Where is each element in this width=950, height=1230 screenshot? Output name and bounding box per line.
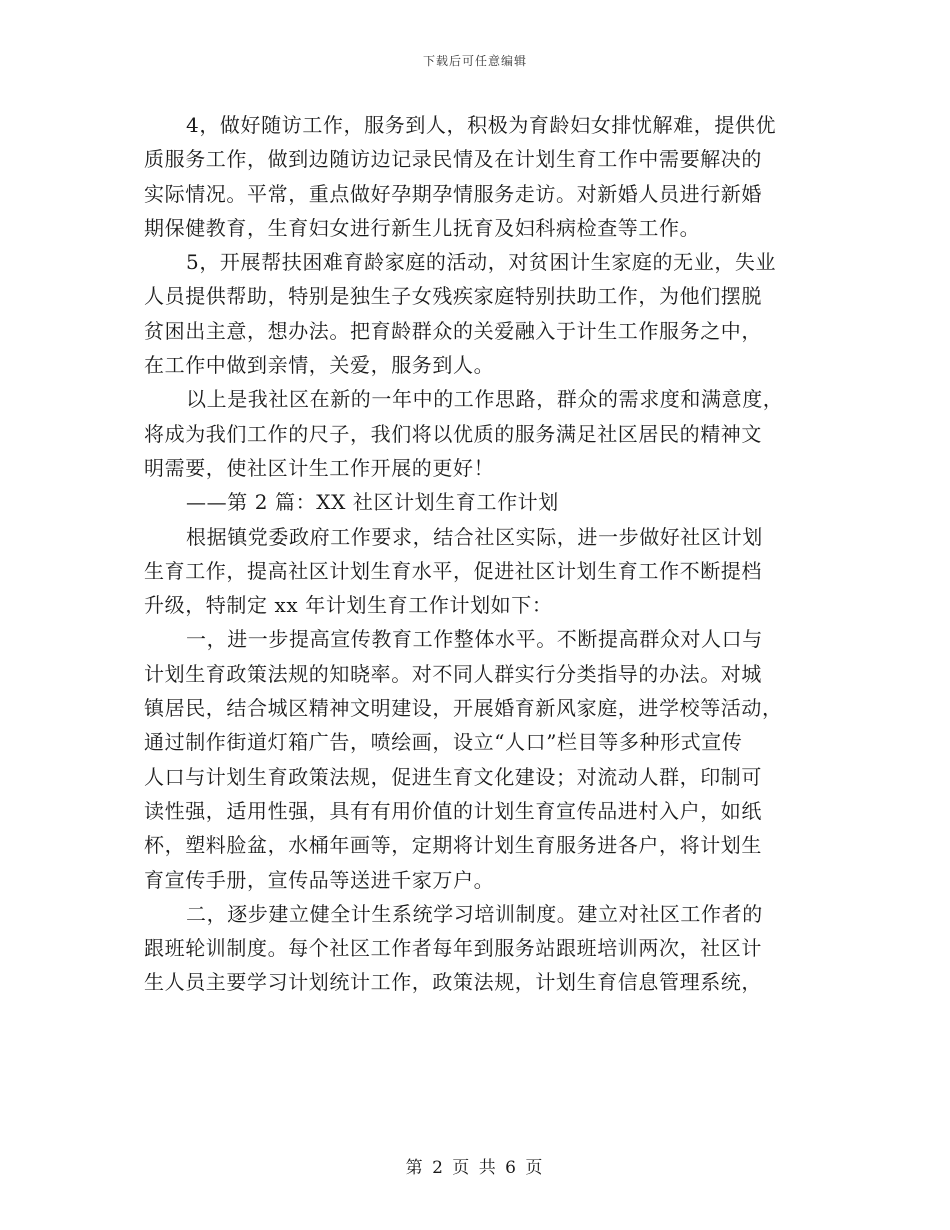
paragraph-line: 实际情况。平常，重点做好孕期孕情服务走访。对新婚人员进行新婚 (144, 181, 762, 206)
paragraph-line: 4，做好随访工作，服务到人，积极为育龄妇女排忧解难，提供优 (186, 113, 777, 137)
paragraph-line: 二，逐步建立健全计生系统学习培训制度。建立对社区工作者的 (186, 901, 763, 926)
paragraph-line: 质服务工作，做到边随访边记录民情及在计划生育工作中需要解决的 (144, 147, 762, 172)
paragraph-line: 计划生育政策法规的知晓率。对不同人群实行分类指导的办法。对城 (144, 661, 762, 686)
paragraph-line: 在工作中做到亲情，关爱，服务到人。 (144, 353, 495, 378)
page-number: 第 2 页 共 6 页 (405, 1158, 545, 1178)
paragraph-line: 生人员主要学习计划统计工作，政策法规，计划生育信息管理系统， (144, 970, 762, 995)
paragraph-line: 期保健教育，生育妇女进行新生儿抚育及妇科病检查等工作。 (144, 215, 701, 240)
document-body (144, 108, 808, 1000)
paragraph-line: 生育工作，提高社区计划生育水平，促进社区计划生育工作不断提档 (144, 558, 762, 583)
paragraph-line: 贫困出主意，想办法。把育龄群众的关爱融入于计生工作服务之中， (144, 318, 762, 343)
paragraph-line: 以上是我社区在新的一年中的工作思路，群众的需求度和满意度， (186, 387, 784, 412)
page-header: 下载后可任意编辑 (422, 54, 527, 68)
paragraph-line: 5，开展帮扶困难育龄家庭的活动，对贫困计生家庭的无业，失业 (186, 250, 777, 275)
paragraph-line: 人员提供帮助，特别是独生子女残疾家庭特别扶助工作，为他们摆脱 (144, 284, 762, 309)
paragraph-line: 通过制作街道灯箱广告，喷绘画，设立“人口”栏目等多种形式宣传 (144, 730, 743, 755)
paragraph-line: 一，进一步提高宣传教育工作整体水平。不断提高群众对人口与 (186, 627, 763, 652)
section-heading: ——第 2 篇：XX 社区计划生育工作计划 (186, 490, 559, 515)
paragraph-line: 升级，特制定 xx 年计划生育工作计划如下： (144, 593, 553, 618)
paragraph-line: 镇居民，结合城区精神文明建设，开展婚育新风家庭，进学校等活动， (144, 696, 783, 721)
paragraph-line: 育宣传手册，宣传品等送进千家万户。 (144, 867, 495, 892)
paragraph-line: 杯，塑料脸盆，水桶年画等，定期将计划生育服务进各户，将计划生 (144, 833, 762, 858)
paragraph-line: 人口与计划生育政策法规，促进生育文化建设；对流动人群，印制可 (144, 764, 762, 789)
paragraph-line: 明需要，使社区计生工作开展的更好！ (144, 455, 495, 480)
paragraph-line: 跟班轮训制度。每个社区工作者每年到服务站跟班培训两次，社区计 (144, 936, 762, 961)
paragraph-line: 根据镇党委政府工作要求，结合社区实际，进一步做好社区计划 (186, 524, 763, 549)
paragraph-line: 将成为我们工作的尺子，我们将以优质的服务满足社区居民的精神文 (144, 421, 762, 446)
paragraph-line: 读性强，适用性强，具有有用价值的计划生育宣传品进村入户，如纸 (144, 798, 762, 823)
